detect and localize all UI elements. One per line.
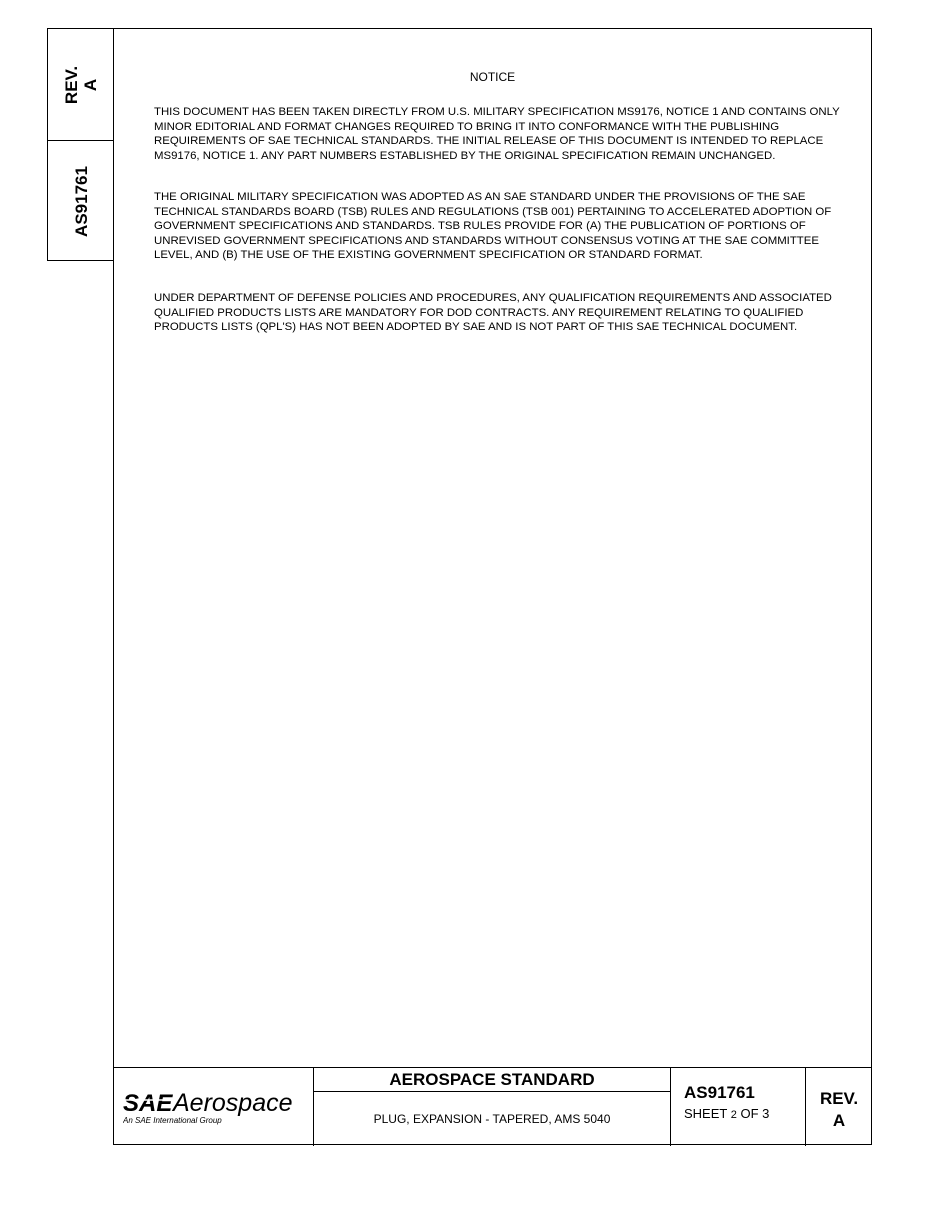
- revision-label: REV.: [819, 1089, 859, 1108]
- side-revision: [48, 29, 114, 140]
- side-rev-label: REV.: [62, 65, 81, 104]
- sheet-number: 2: [730, 1109, 737, 1121]
- revision-value: A: [832, 1111, 846, 1130]
- sheet-suffix: OF 3: [740, 1106, 770, 1121]
- side-doc-number-text: AS91761: [71, 166, 91, 237]
- side-rev-value: A: [81, 78, 100, 91]
- title-block: [113, 1067, 872, 1145]
- sheet-info: [684, 1106, 769, 1121]
- notice-paragraph-2: THE ORIGINAL MILITARY SPECIFICATION WAS ADOPTED AS AN SAE STANDARD UNDER THE PROVISIONS OF THE SAE TECHNICAL STANDARDS BOARD (TSB) RULES AND REGULATIONS (TSB 001) PERTAINING TO ACCELERATED ADOPTION OF GOVERNMENT SPECIFICATIONS AND STANDARDS. TSB RULES PROVIDE FOR (A) THE PUBLICATION OF PORTIONS OF UNREVISED GOVERNMENT SPECIFICATIONS AND STANDARDS WITHOUT CONSENSUS VOTING AT THE SAE COMMITTEE LEVEL, AND (B) THE USE OF THE EXISTING GOVERNMENT SPECIFICATION OR STANDARD FORMAT.: [154, 191, 832, 261]
- document-number: AS91761: [684, 1083, 755, 1102]
- sheet-prefix: SHEET: [684, 1106, 728, 1121]
- sae-logo-graphic: [123, 1082, 308, 1132]
- notice-paragraph-1: THIS DOCUMENT HAS BEEN TAKEN DIRECTLY FROM U.S. MILITARY SPECIFICATION MS9176, NOTICE 1 AND CONTAINS ONLY MINOR EDITORIAL AND FORMAT CHANGES REQUIRED TO BRING IT INTO CONFORMANCE WITH THE PUBLISHING REQUIREMENTS OF SAE TECHNICAL STANDARDS. THE INITIAL RELEASE OF THIS DOCUMENT IS INTENDED TO REPLACE MS9176, NOTICE 1. ANY PART NUMBERS ESTABLISHED BY THE ORIGINAL SPECIFICATION REMAIN UNCHANGED.: [154, 106, 840, 162]
- sae-aerospace-logo: [113, 1068, 314, 1146]
- revision-cell: [806, 1068, 872, 1146]
- notice-paragraph-3: UNDER DEPARTMENT OF DEFENSE POLICIES AND PROCEDURES, ANY QUALIFICATION REQUIREMENTS AND ASSOCIATED QUALIFIED PRODUCTS LISTS ARE MANDATORY FOR DOD CONTRACTS. ANY REQUIREMENT RELATING TO QUALIFIED PRODUCTS LISTS (QPL'S) HAS NOT BEEN ADOPTED BY SAE AND IS NOT PART OF THIS SAE TECHNICAL DOCUMENT.: [154, 292, 832, 333]
- side-label-box: [47, 28, 113, 261]
- document-title: PLUG, EXPANSION - TAPERED, AMS 5040: [373, 1112, 611, 1126]
- logo-sae-text: SAE: [123, 1090, 173, 1117]
- logo-tagline-text: An SAE International Group: [123, 1116, 222, 1125]
- notice-title: NOTICE: [469, 70, 516, 84]
- document-number-cell: [671, 1068, 806, 1146]
- standard-type: AEROSPACE STANDARD: [314, 1068, 670, 1092]
- logo-aerospace-text: Aerospace: [173, 1089, 293, 1117]
- title-cell: [314, 1068, 671, 1146]
- side-document-number: [48, 141, 114, 262]
